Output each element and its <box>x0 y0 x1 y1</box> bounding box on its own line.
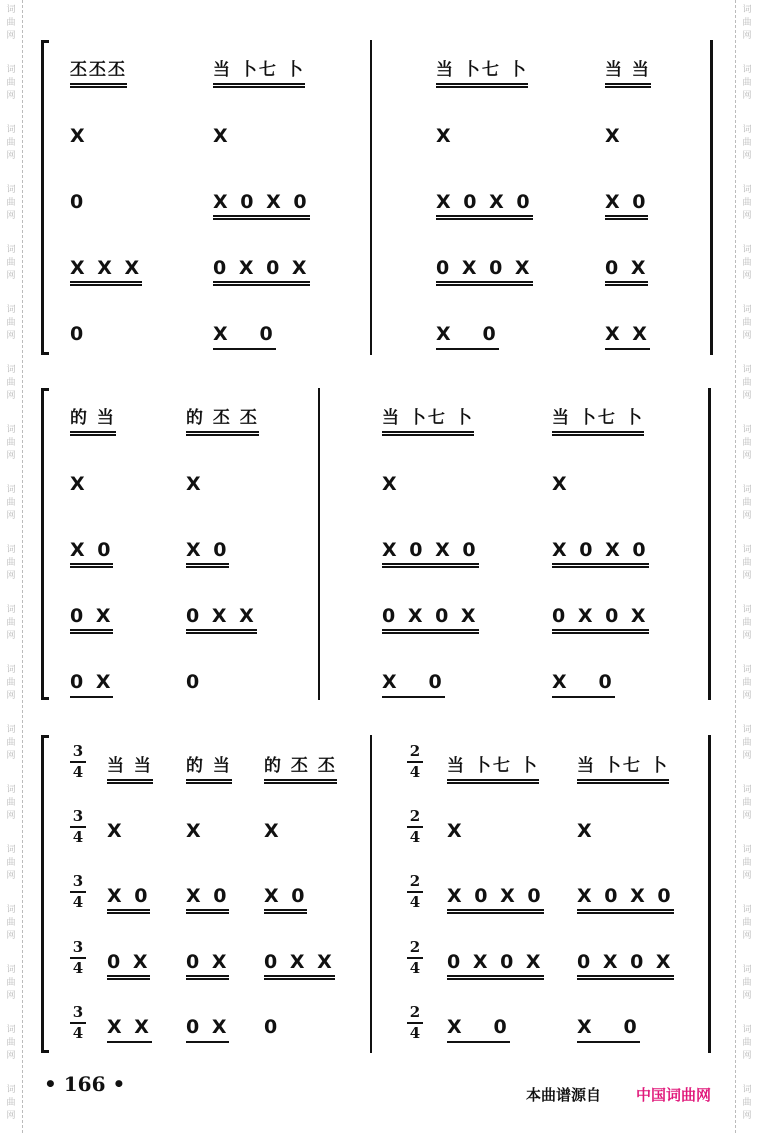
watermark-char: 曲 <box>742 558 752 568</box>
time-signature <box>70 809 86 845</box>
rhythm-cell: X 0 <box>382 670 445 698</box>
rhythm-cell: X X <box>107 1015 152 1043</box>
left-watermark-strip <box>0 0 23 1133</box>
watermark-unit <box>0 240 22 300</box>
watermark-char: 词 <box>742 605 752 615</box>
time-signature-numerator: 2 <box>407 744 423 763</box>
rhythm-cell: X 0 <box>186 538 229 568</box>
watermark-char: 词 <box>6 245 16 255</box>
watermark-char: 曲 <box>6 618 16 628</box>
rhythm-cell: X X <box>605 322 650 350</box>
watermark-char: 网 <box>742 331 752 341</box>
system-brace <box>38 388 48 700</box>
time-signature-denominator: 4 <box>409 1024 421 1042</box>
watermark-unit <box>0 720 22 780</box>
watermark-char: 网 <box>6 871 16 881</box>
rhythm-cell: X 0 <box>107 884 150 914</box>
watermark-char: 词 <box>742 1025 752 1035</box>
watermark-char: 词 <box>6 485 16 495</box>
system-end-barline <box>708 735 711 1053</box>
watermark-char: 曲 <box>742 858 752 868</box>
watermark-char: 网 <box>742 871 752 881</box>
watermark-char: 曲 <box>6 798 16 808</box>
watermark-unit <box>736 1020 757 1080</box>
rhythm-cell: X 0 <box>552 670 615 698</box>
gong-syllable-cell: 当 当 <box>605 58 651 88</box>
rhythm-cell: 0 <box>70 323 87 345</box>
gong-syllable-cell: 的 当 <box>70 406 116 436</box>
watermark-char: 词 <box>6 1025 16 1035</box>
system-end-barline <box>708 388 711 700</box>
rhythm-cell: X <box>70 473 88 495</box>
watermark-unit <box>736 600 757 660</box>
watermark-char: 词 <box>6 545 16 555</box>
watermark-unit <box>736 180 757 240</box>
watermark-char: 词 <box>6 905 16 915</box>
watermark-unit <box>0 60 22 120</box>
gong-syllable-cell: 当 卜七 卜 <box>577 754 669 784</box>
watermark-unit <box>0 960 22 1020</box>
barline <box>370 40 372 355</box>
time-signature <box>70 744 86 780</box>
watermark-char: 曲 <box>742 738 752 748</box>
rhythm-cell: X <box>70 125 88 147</box>
watermark-char: 网 <box>6 391 16 401</box>
watermark-char: 网 <box>6 1051 16 1061</box>
watermark-unit <box>0 660 22 720</box>
watermark-unit <box>0 540 22 600</box>
watermark-char: 网 <box>742 91 752 101</box>
watermark-char: 词 <box>742 245 752 255</box>
rhythm-cell: X X X <box>70 256 142 286</box>
watermark-unit <box>0 180 22 240</box>
time-signature-denominator: 4 <box>409 959 421 977</box>
watermark-unit <box>736 1080 757 1133</box>
watermark-unit <box>0 360 22 420</box>
time-signature <box>407 744 423 780</box>
watermark-unit <box>736 660 757 720</box>
time-signature-numerator: 2 <box>407 874 423 893</box>
watermark-char: 曲 <box>6 918 16 928</box>
watermark-char: 网 <box>6 991 16 1001</box>
source-site-link[interactable]: 中国词曲网 <box>636 1086 712 1104</box>
rhythm-cell: X <box>107 820 125 842</box>
rhythm-cell: 0 X <box>186 1015 229 1043</box>
rhythm-cell: X 0 X 0 <box>436 190 533 220</box>
watermark-char: 词 <box>742 185 752 195</box>
watermark-unit <box>736 120 757 180</box>
watermark-char: 网 <box>742 31 752 41</box>
rhythm-cell: 0 <box>264 1016 281 1038</box>
watermark-char: 曲 <box>6 258 16 268</box>
watermark-char: 曲 <box>742 318 752 328</box>
watermark-unit <box>736 360 757 420</box>
watermark-char: 词 <box>742 5 752 15</box>
rhythm-cell: 0 X X <box>186 604 257 634</box>
watermark-char: 曲 <box>6 858 16 868</box>
barline <box>318 388 320 700</box>
time-signature <box>70 1005 86 1041</box>
watermark-char: 网 <box>742 391 752 401</box>
watermark-char: 曲 <box>6 498 16 508</box>
time-signature-denominator: 4 <box>72 828 84 846</box>
time-signature-denominator: 4 <box>72 959 84 977</box>
rhythm-cell: 0 X 0 X <box>447 950 544 980</box>
rhythm-cell: X 0 <box>436 322 499 350</box>
rhythm-cell: X <box>382 473 400 495</box>
barline <box>370 735 372 1053</box>
watermark-char: 网 <box>742 811 752 821</box>
rhythm-cell: 0 <box>186 671 203 693</box>
watermark-char: 曲 <box>6 1038 16 1048</box>
watermark-char: 词 <box>6 125 16 135</box>
right-watermark-strip <box>735 0 757 1133</box>
watermark-char: 网 <box>6 271 16 281</box>
watermark-char: 词 <box>6 1085 16 1095</box>
watermark-char: 曲 <box>6 678 16 688</box>
rhythm-cell: 0 X <box>107 950 150 980</box>
watermark-char: 网 <box>6 751 16 761</box>
watermark-char: 曲 <box>742 978 752 988</box>
rhythm-cell: X 0 X 0 <box>577 884 674 914</box>
time-signature-denominator: 4 <box>409 763 421 781</box>
rhythm-cell: X <box>605 125 623 147</box>
watermark-char: 曲 <box>6 138 16 148</box>
time-signature <box>407 874 423 910</box>
time-signature <box>70 940 86 976</box>
watermark-char: 网 <box>6 1111 16 1121</box>
watermark-char: 网 <box>742 151 752 161</box>
watermark-char: 网 <box>742 691 752 701</box>
watermark-unit <box>736 900 757 960</box>
watermark-char: 词 <box>742 305 752 315</box>
watermark-unit <box>0 780 22 840</box>
rhythm-cell: X <box>213 125 231 147</box>
watermark-char: 曲 <box>742 438 752 448</box>
watermark-char: 曲 <box>742 78 752 88</box>
watermark-char: 词 <box>6 5 16 15</box>
watermark-unit <box>736 0 757 60</box>
gong-syllable-cell: 当 卜七 卜 <box>447 754 539 784</box>
time-signature-numerator: 2 <box>407 940 423 959</box>
watermark-char: 网 <box>6 151 16 161</box>
watermark-char: 曲 <box>6 18 16 28</box>
watermark-char: 词 <box>742 65 752 75</box>
time-signature-numerator: 3 <box>70 809 86 828</box>
time-signature <box>407 1005 423 1041</box>
watermark-char: 曲 <box>742 798 752 808</box>
rhythm-cell: 0 X <box>70 604 113 634</box>
rhythm-cell: 0 X 0 X <box>436 256 533 286</box>
watermark-char: 词 <box>742 365 752 375</box>
watermark-char: 网 <box>742 1111 752 1121</box>
system-end-barline <box>710 40 713 355</box>
rhythm-cell: 0 X 0 X <box>552 604 649 634</box>
page-number: • 166 • <box>44 1072 126 1096</box>
watermark-char: 曲 <box>742 1098 752 1108</box>
watermark-char: 网 <box>6 31 16 41</box>
time-signature <box>407 940 423 976</box>
watermark-char: 网 <box>742 271 752 281</box>
watermark-char: 词 <box>742 965 752 975</box>
time-signature-numerator: 3 <box>70 874 86 893</box>
watermark-unit <box>736 960 757 1020</box>
watermark-char: 网 <box>742 991 752 1001</box>
time-signature-denominator: 4 <box>72 893 84 911</box>
gong-syllable-cell: 丕丕丕 <box>70 58 127 88</box>
watermark-char: 词 <box>742 425 752 435</box>
watermark-char: 曲 <box>742 198 752 208</box>
rhythm-cell: 0 X 0 X <box>382 604 479 634</box>
watermark-char: 词 <box>6 65 16 75</box>
watermark-unit <box>0 1080 22 1133</box>
watermark-char: 网 <box>6 931 16 941</box>
watermark-unit <box>0 600 22 660</box>
time-signature-denominator: 4 <box>409 828 421 846</box>
rhythm-cell: 0 X X <box>264 950 335 980</box>
watermark-char: 词 <box>742 1085 752 1095</box>
watermark-char: 曲 <box>6 558 16 568</box>
watermark-char: 词 <box>6 965 16 975</box>
watermark-char: 网 <box>6 211 16 221</box>
watermark-char: 网 <box>6 451 16 461</box>
watermark-char: 网 <box>6 331 16 341</box>
gong-syllable-cell: 的 丕 丕 <box>264 754 337 784</box>
system-brace <box>38 40 48 355</box>
watermark-unit <box>0 840 22 900</box>
watermark-char: 网 <box>742 451 752 461</box>
watermark-char: 网 <box>6 571 16 581</box>
watermark-char: 曲 <box>742 378 752 388</box>
rhythm-cell: X <box>186 820 204 842</box>
watermark-char: 词 <box>742 665 752 675</box>
watermark-char: 曲 <box>6 198 16 208</box>
time-signature-numerator: 2 <box>407 809 423 828</box>
watermark-char: 网 <box>6 511 16 521</box>
rhythm-cell: 0 X <box>70 670 113 698</box>
time-signature-denominator: 4 <box>72 763 84 781</box>
watermark-unit <box>736 480 757 540</box>
time-signature-denominator: 4 <box>409 893 421 911</box>
watermark-char: 网 <box>742 511 752 521</box>
watermark-unit <box>0 120 22 180</box>
rhythm-cell: X 0 X 0 <box>447 884 544 914</box>
watermark-char: 曲 <box>6 1098 16 1108</box>
rhythm-cell: X 0 <box>447 1015 510 1043</box>
watermark-char: 词 <box>6 185 16 195</box>
watermark-char: 词 <box>6 365 16 375</box>
watermark-char: 曲 <box>6 318 16 328</box>
watermark-char: 曲 <box>6 978 16 988</box>
rhythm-cell: X 0 X 0 <box>382 538 479 568</box>
watermark-unit <box>0 300 22 360</box>
watermark-char: 曲 <box>6 378 16 388</box>
time-signature-denominator: 4 <box>72 1024 84 1042</box>
watermark-char: 网 <box>6 691 16 701</box>
rhythm-cell: X 0 X 0 <box>552 538 649 568</box>
watermark-unit <box>0 900 22 960</box>
watermark-char: 曲 <box>742 1038 752 1048</box>
rhythm-cell: 0 <box>70 191 87 213</box>
watermark-char: 曲 <box>742 18 752 28</box>
system-brace <box>38 735 48 1053</box>
watermark-char: 网 <box>742 751 752 761</box>
watermark-unit <box>736 240 757 300</box>
rhythm-cell: X 0 <box>186 884 229 914</box>
time-signature-numerator: 3 <box>70 940 86 959</box>
gong-syllable-cell: 的 丕 丕 <box>186 406 259 436</box>
watermark-char: 词 <box>6 605 16 615</box>
watermark-char: 曲 <box>742 918 752 928</box>
watermark-unit <box>736 60 757 120</box>
watermark-char: 词 <box>6 845 16 855</box>
watermark-unit <box>736 720 757 780</box>
rhythm-cell: X <box>186 473 204 495</box>
watermark-char: 曲 <box>742 618 752 628</box>
rhythm-cell: X <box>264 820 282 842</box>
watermark-char: 词 <box>6 665 16 675</box>
watermark-char: 网 <box>6 91 16 101</box>
watermark-char: 曲 <box>6 738 16 748</box>
time-signature <box>407 809 423 845</box>
time-signature-numerator: 3 <box>70 744 86 763</box>
watermark-char: 词 <box>742 845 752 855</box>
rhythm-cell: X 0 <box>213 322 276 350</box>
rhythm-cell: 0 X <box>186 950 229 980</box>
watermark-unit <box>736 300 757 360</box>
rhythm-cell: 0 X <box>605 256 648 286</box>
watermark-unit <box>736 780 757 840</box>
watermark-unit <box>736 420 757 480</box>
watermark-char: 词 <box>742 785 752 795</box>
watermark-char: 曲 <box>742 138 752 148</box>
gong-syllable-cell: 当 卜七 卜 <box>436 58 528 88</box>
rhythm-cell: X <box>447 820 465 842</box>
gong-syllable-cell: 的 当 <box>186 754 232 784</box>
watermark-char: 网 <box>742 931 752 941</box>
watermark-char: 词 <box>742 725 752 735</box>
watermark-char: 网 <box>742 211 752 221</box>
watermark-char: 网 <box>742 631 752 641</box>
watermark-char: 词 <box>742 905 752 915</box>
time-signature <box>70 874 86 910</box>
time-signature-numerator: 2 <box>407 1005 423 1024</box>
watermark-char: 曲 <box>742 258 752 268</box>
gong-syllable-cell: 当 卜七 卜 <box>552 406 644 436</box>
rhythm-cell: 0 X 0 X <box>577 950 674 980</box>
watermark-unit <box>0 0 22 60</box>
rhythm-cell: X <box>552 473 570 495</box>
watermark-char: 网 <box>742 1051 752 1061</box>
watermark-char: 曲 <box>6 438 16 448</box>
gong-syllable-cell: 当 卜七 卜 <box>213 58 305 88</box>
watermark-char: 网 <box>742 571 752 581</box>
watermark-char: 词 <box>742 485 752 495</box>
time-signature-numerator: 3 <box>70 1005 86 1024</box>
watermark-char: 词 <box>6 725 16 735</box>
rhythm-cell: X 0 <box>264 884 307 914</box>
watermark-unit <box>736 540 757 600</box>
watermark-char: 词 <box>742 125 752 135</box>
rhythm-cell: X 0 <box>70 538 113 568</box>
watermark-unit <box>0 480 22 540</box>
watermark-char: 词 <box>742 545 752 555</box>
watermark-char: 网 <box>6 631 16 641</box>
watermark-char: 曲 <box>6 78 16 88</box>
watermark-unit <box>0 1020 22 1080</box>
watermark-char: 词 <box>6 785 16 795</box>
rhythm-cell: X 0 X 0 <box>213 190 310 220</box>
watermark-char: 曲 <box>742 498 752 508</box>
gong-syllable-cell: 当 卜七 卜 <box>382 406 474 436</box>
watermark-char: 网 <box>6 811 16 821</box>
rhythm-cell: X 0 <box>577 1015 640 1043</box>
rhythm-cell: X <box>577 820 595 842</box>
watermark-char: 词 <box>6 425 16 435</box>
watermark-char: 曲 <box>742 678 752 688</box>
rhythm-cell: X 0 <box>605 190 648 220</box>
watermark-unit <box>0 420 22 480</box>
watermark-char: 词 <box>6 305 16 315</box>
source-label: 本曲谱源自 <box>526 1086 602 1104</box>
rhythm-cell: 0 X 0 X <box>213 256 310 286</box>
gong-syllable-cell: 当 当 <box>107 754 153 784</box>
watermark-unit <box>736 840 757 900</box>
rhythm-cell: X <box>436 125 454 147</box>
